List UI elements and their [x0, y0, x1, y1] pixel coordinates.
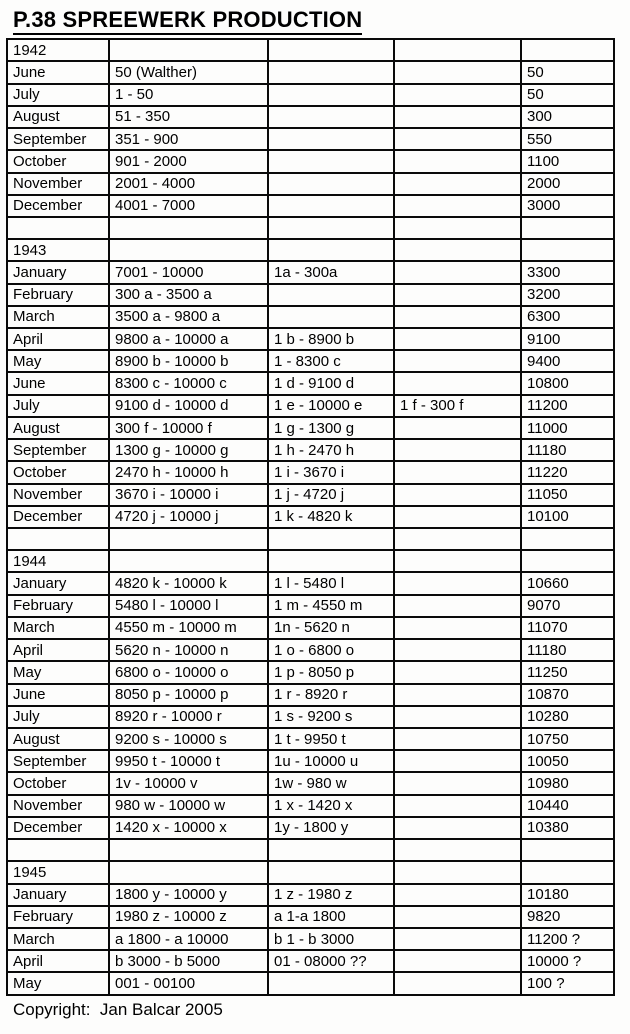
- table-cell: 8920 r - 10000 r: [109, 706, 268, 728]
- table-cell: [109, 861, 268, 883]
- table-cell: 50: [521, 84, 614, 106]
- table-cell: 1a - 300a: [268, 261, 394, 283]
- table-cell: [268, 39, 394, 61]
- table-row: [7, 861, 614, 883]
- table-cell: 01 - 08000 ??: [268, 950, 394, 972]
- table-cell: [394, 284, 521, 306]
- table-cell: 3500 a - 9800 a: [109, 306, 268, 328]
- table-cell: 1945: [7, 861, 109, 883]
- table-cell: 5480 l - 10000 l: [109, 595, 268, 617]
- table-cell: 6800 o - 10000 o: [109, 661, 268, 683]
- table-cell: [394, 239, 521, 261]
- table-cell: [394, 439, 521, 461]
- table-cell: 1 d - 9100 d: [268, 372, 394, 394]
- table-cell: March: [7, 306, 109, 328]
- table-cell: February: [7, 284, 109, 306]
- table-row: [7, 417, 614, 439]
- table-cell: [268, 550, 394, 572]
- table-cell: 10800: [521, 372, 614, 394]
- table-row: [7, 506, 614, 528]
- table-cell: [394, 728, 521, 750]
- table-cell: November: [7, 795, 109, 817]
- table-cell: 2001 - 4000: [109, 173, 268, 195]
- table-row: [7, 195, 614, 217]
- table-cell: [394, 217, 521, 239]
- table-cell: 1 g - 1300 g: [268, 417, 394, 439]
- table-cell: [7, 839, 109, 861]
- table-row: [7, 84, 614, 106]
- table-row: [7, 328, 614, 350]
- table-cell: [394, 839, 521, 861]
- table-cell: [521, 550, 614, 572]
- table-cell: [268, 128, 394, 150]
- table-body: [7, 39, 614, 995]
- table-cell: 10000 ?: [521, 950, 614, 972]
- table-cell: [268, 239, 394, 261]
- table-row: [7, 550, 614, 572]
- table-cell: 980 w - 10000 w: [109, 795, 268, 817]
- table-cell: 9950 t - 10000 t: [109, 750, 268, 772]
- table-cell: 1 j - 4720 j: [268, 484, 394, 506]
- table-row: [7, 284, 614, 306]
- table-row: [7, 372, 614, 394]
- table-cell: 9200 s - 10000 s: [109, 728, 268, 750]
- table-cell: [394, 195, 521, 217]
- table-cell: [394, 350, 521, 372]
- table-cell: [394, 906, 521, 928]
- table-cell: June: [7, 61, 109, 83]
- table-cell: July: [7, 84, 109, 106]
- table-row: [7, 639, 614, 661]
- table-row: [7, 461, 614, 483]
- table-cell: 1 p - 8050 p: [268, 661, 394, 683]
- table-cell: 8050 p - 10000 p: [109, 684, 268, 706]
- table-cell: 3200: [521, 284, 614, 306]
- table-cell: [394, 795, 521, 817]
- table-cell: 9100: [521, 328, 614, 350]
- table-row: [7, 528, 614, 550]
- table-cell: June: [7, 684, 109, 706]
- table-row: [7, 217, 614, 239]
- table-cell: [394, 972, 521, 995]
- table-cell: 1944: [7, 550, 109, 572]
- table-cell: [394, 150, 521, 172]
- table-row: [7, 39, 614, 61]
- table-cell: [109, 39, 268, 61]
- table-cell: [268, 84, 394, 106]
- table-cell: 1 k - 4820 k: [268, 506, 394, 528]
- table-cell: 11200 ?: [521, 928, 614, 950]
- table-cell: [394, 84, 521, 106]
- table-row: [7, 795, 614, 817]
- table-cell: July: [7, 706, 109, 728]
- table-cell: 6300: [521, 306, 614, 328]
- table-cell: 1u - 10000 u: [268, 750, 394, 772]
- table-row: [7, 61, 614, 83]
- table-cell: [394, 39, 521, 61]
- table-cell: 11200: [521, 395, 614, 417]
- table-cell: 1 m - 4550 m: [268, 595, 394, 617]
- table-cell: [268, 306, 394, 328]
- table-cell: [268, 972, 394, 995]
- table-cell: [394, 106, 521, 128]
- page-title: P.38 SPREEWERK PRODUCTION: [13, 8, 362, 35]
- table-cell: 4550 m - 10000 m: [109, 617, 268, 639]
- table-cell: May: [7, 350, 109, 372]
- table-cell: [268, 839, 394, 861]
- table-cell: 9400: [521, 350, 614, 372]
- table-cell: November: [7, 173, 109, 195]
- table-cell: [109, 550, 268, 572]
- table-cell: 901 - 2000: [109, 150, 268, 172]
- table-cell: April: [7, 639, 109, 661]
- table-cell: [109, 528, 268, 550]
- table-cell: [109, 217, 268, 239]
- table-cell: [394, 484, 521, 506]
- table-cell: [394, 261, 521, 283]
- table-cell: 4720 j - 10000 j: [109, 506, 268, 528]
- table-cell: May: [7, 661, 109, 683]
- table-cell: 9100 d - 10000 d: [109, 395, 268, 417]
- table-cell: 10750: [521, 728, 614, 750]
- table-row: [7, 884, 614, 906]
- table-cell: [7, 528, 109, 550]
- table-cell: 11220: [521, 461, 614, 483]
- table-row: [7, 839, 614, 861]
- table-cell: [268, 195, 394, 217]
- table-row: [7, 706, 614, 728]
- table-cell: 10180: [521, 884, 614, 906]
- table-cell: 9070: [521, 595, 614, 617]
- table-row: [7, 306, 614, 328]
- table-cell: 9820: [521, 906, 614, 928]
- table-cell: 1 - 8300 c: [268, 350, 394, 372]
- table-cell: [394, 772, 521, 794]
- table-cell: [268, 528, 394, 550]
- table-row: [7, 395, 614, 417]
- table-row: [7, 817, 614, 839]
- table-cell: [268, 150, 394, 172]
- table-cell: 11050: [521, 484, 614, 506]
- table-row: [7, 239, 614, 261]
- table-row: [7, 906, 614, 928]
- table-cell: December: [7, 817, 109, 839]
- table-cell: 10380: [521, 817, 614, 839]
- table-cell: 11180: [521, 639, 614, 661]
- table-cell: b 3000 - b 5000: [109, 950, 268, 972]
- table-cell: [268, 217, 394, 239]
- table-row: [7, 684, 614, 706]
- table-cell: [268, 106, 394, 128]
- table-cell: [394, 461, 521, 483]
- table-cell: October: [7, 150, 109, 172]
- table-cell: 1y - 1800 y: [268, 817, 394, 839]
- table-cell: April: [7, 328, 109, 350]
- table-cell: [521, 239, 614, 261]
- table-cell: 7001 - 10000: [109, 261, 268, 283]
- table-cell: 2000: [521, 173, 614, 195]
- table-cell: 10660: [521, 572, 614, 594]
- table-cell: 1 e - 10000 e: [268, 395, 394, 417]
- table-cell: 300: [521, 106, 614, 128]
- table-row: [7, 928, 614, 950]
- table-cell: February: [7, 595, 109, 617]
- table-cell: 3300: [521, 261, 614, 283]
- table-cell: [394, 928, 521, 950]
- table-cell: 1 r - 8920 r: [268, 684, 394, 706]
- table-cell: [394, 884, 521, 906]
- table-cell: January: [7, 261, 109, 283]
- table-cell: 1800 y - 10000 y: [109, 884, 268, 906]
- table-cell: July: [7, 395, 109, 417]
- table-cell: 1v - 10000 v: [109, 772, 268, 794]
- table-cell: 51 - 350: [109, 106, 268, 128]
- table-cell: 1 t - 9950 t: [268, 728, 394, 750]
- table-cell: [268, 861, 394, 883]
- table-cell: December: [7, 506, 109, 528]
- table-cell: 9800 a - 10000 a: [109, 328, 268, 350]
- table-row: [7, 772, 614, 794]
- table-cell: March: [7, 617, 109, 639]
- table-cell: December: [7, 195, 109, 217]
- table-cell: 3000: [521, 195, 614, 217]
- table-cell: November: [7, 484, 109, 506]
- table-cell: 1943: [7, 239, 109, 261]
- table-cell: 11250: [521, 661, 614, 683]
- table-row: [7, 484, 614, 506]
- table-cell: September: [7, 750, 109, 772]
- table-cell: [521, 39, 614, 61]
- table-row: [7, 128, 614, 150]
- table-cell: b 1 - b 3000: [268, 928, 394, 950]
- table-cell: [394, 306, 521, 328]
- table-cell: [394, 372, 521, 394]
- table-cell: [394, 617, 521, 639]
- table-cell: [521, 861, 614, 883]
- table-cell: June: [7, 372, 109, 394]
- table-row: [7, 595, 614, 617]
- table-cell: 1100: [521, 150, 614, 172]
- table-cell: [394, 61, 521, 83]
- table-cell: April: [7, 950, 109, 972]
- table-cell: 550: [521, 128, 614, 150]
- table-cell: 1 x - 1420 x: [268, 795, 394, 817]
- production-table: [6, 38, 615, 996]
- table-cell: 10870: [521, 684, 614, 706]
- table-cell: [268, 173, 394, 195]
- table-cell: [394, 528, 521, 550]
- table-row: [7, 972, 614, 995]
- table-cell: 1 h - 2470 h: [268, 439, 394, 461]
- table-cell: [394, 639, 521, 661]
- table-cell: 1 s - 9200 s: [268, 706, 394, 728]
- table-cell: [394, 950, 521, 972]
- table-cell: [394, 817, 521, 839]
- table-cell: January: [7, 884, 109, 906]
- table-cell: February: [7, 906, 109, 928]
- table-cell: 351 - 900: [109, 128, 268, 150]
- table-row: [7, 750, 614, 772]
- table-cell: 1942: [7, 39, 109, 61]
- table-cell: [394, 173, 521, 195]
- table-cell: [394, 328, 521, 350]
- table-cell: October: [7, 461, 109, 483]
- table-cell: [394, 861, 521, 883]
- table-cell: March: [7, 928, 109, 950]
- table-cell: 10280: [521, 706, 614, 728]
- table-cell: [394, 684, 521, 706]
- table-row: [7, 173, 614, 195]
- table-cell: 3670 i - 10000 i: [109, 484, 268, 506]
- table-cell: 1 f - 300 f: [394, 395, 521, 417]
- table-cell: [268, 61, 394, 83]
- table-row: [7, 106, 614, 128]
- table-cell: 1w - 980 w: [268, 772, 394, 794]
- table-cell: [394, 750, 521, 772]
- table-row: [7, 661, 614, 683]
- table-cell: August: [7, 106, 109, 128]
- table-cell: [109, 239, 268, 261]
- table-cell: 50: [521, 61, 614, 83]
- table-row: [7, 350, 614, 372]
- table-row: [7, 950, 614, 972]
- table-cell: 1 - 50: [109, 84, 268, 106]
- table-cell: 300 a - 3500 a: [109, 284, 268, 306]
- table-cell: October: [7, 772, 109, 794]
- table-cell: 10100: [521, 506, 614, 528]
- table-row: [7, 439, 614, 461]
- table-cell: 1 o - 6800 o: [268, 639, 394, 661]
- table-cell: [521, 217, 614, 239]
- table-cell: [394, 128, 521, 150]
- table-cell: 11000: [521, 417, 614, 439]
- table-cell: 1300 g - 10000 g: [109, 439, 268, 461]
- table-cell: a 1-a 1800: [268, 906, 394, 928]
- table-cell: September: [7, 439, 109, 461]
- table-cell: 8300 c - 10000 c: [109, 372, 268, 394]
- table-cell: [394, 550, 521, 572]
- table-cell: 4001 - 7000: [109, 195, 268, 217]
- table-cell: [394, 417, 521, 439]
- table-row: [7, 572, 614, 594]
- table-row: [7, 150, 614, 172]
- table-cell: [7, 217, 109, 239]
- table-cell: 2470 h - 10000 h: [109, 461, 268, 483]
- table-cell: 50 (Walther): [109, 61, 268, 83]
- table-cell: 1n - 5620 n: [268, 617, 394, 639]
- copyright-text: Copyright: Jan Balcar 2005: [13, 1000, 223, 1020]
- table-cell: 1 z - 1980 z: [268, 884, 394, 906]
- table-cell: [394, 661, 521, 683]
- table-cell: [394, 506, 521, 528]
- table-cell: 11180: [521, 439, 614, 461]
- table-cell: 1 i - 3670 i: [268, 461, 394, 483]
- table-cell: May: [7, 972, 109, 995]
- table-row: [7, 617, 614, 639]
- table-cell: 10050: [521, 750, 614, 772]
- table-cell: [394, 595, 521, 617]
- table-row: [7, 261, 614, 283]
- table-cell: 1980 z - 10000 z: [109, 906, 268, 928]
- table-cell: a 1800 - a 10000: [109, 928, 268, 950]
- table-cell: 10980: [521, 772, 614, 794]
- table-cell: 8900 b - 10000 b: [109, 350, 268, 372]
- table-cell: 1420 x - 10000 x: [109, 817, 268, 839]
- table-cell: 1 l - 5480 l: [268, 572, 394, 594]
- table-cell: September: [7, 128, 109, 150]
- table-cell: August: [7, 417, 109, 439]
- table-cell: 4820 k - 10000 k: [109, 572, 268, 594]
- table-cell: [268, 284, 394, 306]
- table-cell: 10440: [521, 795, 614, 817]
- table-cell: January: [7, 572, 109, 594]
- table-cell: [394, 572, 521, 594]
- table-cell: 300 f - 10000 f: [109, 417, 268, 439]
- table-cell: 100 ?: [521, 972, 614, 995]
- table-cell: August: [7, 728, 109, 750]
- table-cell: 001 - 00100: [109, 972, 268, 995]
- table-row: [7, 728, 614, 750]
- table-cell: 1 b - 8900 b: [268, 328, 394, 350]
- table-cell: [394, 706, 521, 728]
- table-cell: 5620 n - 10000 n: [109, 639, 268, 661]
- table-cell: [109, 839, 268, 861]
- table-cell: 11070: [521, 617, 614, 639]
- table-cell: [521, 528, 614, 550]
- table-cell: [521, 839, 614, 861]
